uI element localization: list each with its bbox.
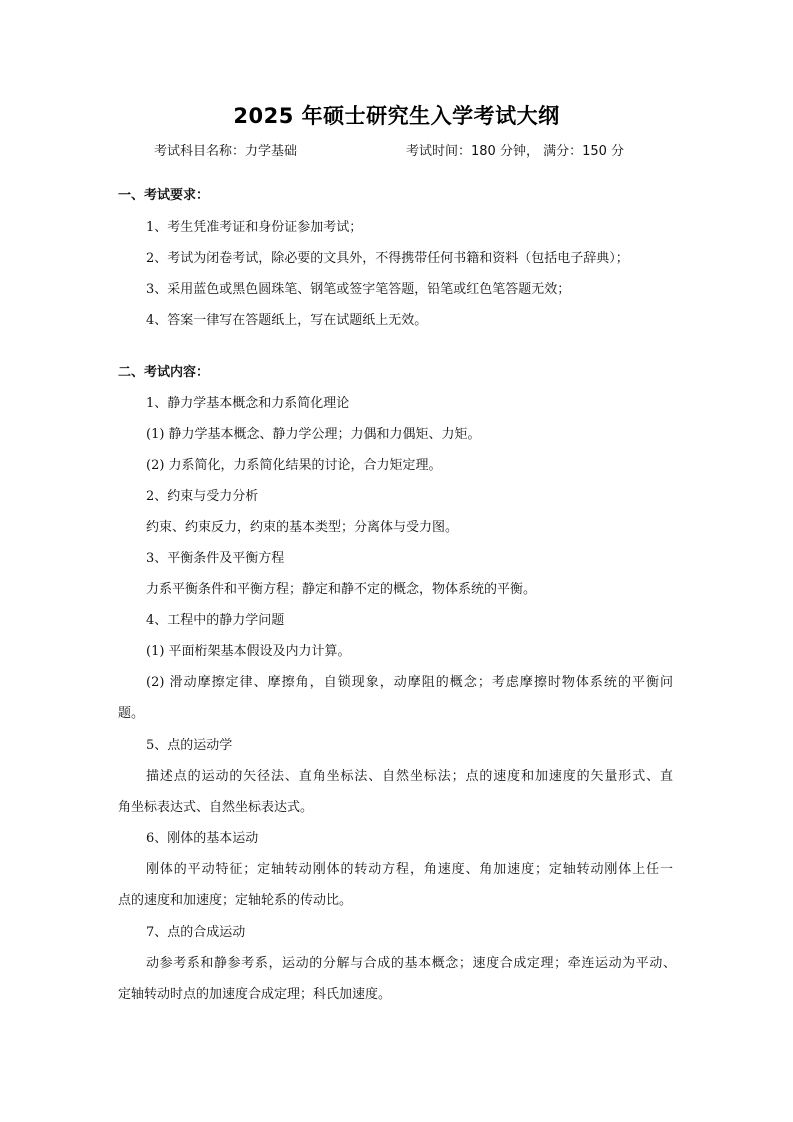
requirement-item: 2、考试为闭卷考试，除必要的文具外，不得携带任何书籍和资料（包括电子辞典）； — [146, 251, 629, 266]
content-line-continuation: 题。 — [118, 706, 145, 721]
content-line: 力系平衡条件和平衡方程；静定和静不定的概念，物体系统的平衡。 — [146, 582, 537, 597]
requirement-item: 1、考生凭准考证和身份证参加考试； — [146, 220, 363, 235]
content-subheading: 4、工程中的静力学问题 — [146, 613, 285, 628]
content-line: (1) 平面桁架基本假设及内力计算。 — [146, 644, 351, 659]
content-line: (2) 滑动摩擦定律、摩擦角，自锁现象，动摩阻的概念；考虑摩擦时物体系统的平衡问 — [146, 675, 673, 690]
section-heading-content: 二、考试内容： — [118, 365, 210, 380]
content-line: 刚体的平动特征；定轴转动刚体的转动方程，角速度、角加速度；定轴转动刚体上任一 — [146, 862, 673, 877]
content-subheading: 3、平衡条件及平衡方程 — [146, 551, 285, 566]
exam-subject: 考试科目名称：力学基础 — [154, 144, 298, 159]
content-subheading: 1、静力学基本概念和力系简化理论 — [146, 396, 350, 411]
requirement-item: 3、采用蓝色或黑色圆珠笔、钢笔或签字笔答题，铅笔或红色笔答题无效； — [146, 282, 571, 297]
content-line: (2) 力系简化，力系简化结果的讨论，合力矩定理。 — [146, 458, 442, 473]
content-subheading: 5、点的运动学 — [146, 738, 233, 753]
content-line: 描述点的运动的矢径法、直角坐标法、自然坐标法；点的速度和加速度的矢量形式、直 — [146, 769, 673, 784]
requirement-item: 4、答案一律写在答题纸上，写在试题纸上无效。 — [146, 313, 428, 328]
exam-time-score: 考试时间：180 分钟， 满分：150 分 — [406, 144, 625, 159]
content-subheading: 2、约束与受力分析 — [146, 489, 259, 504]
content-line: 约束、约束反力，约束的基本类型；分离体与受力图。 — [146, 520, 459, 535]
content-subheading: 7、点的合成运动 — [146, 925, 246, 940]
content-line: 动参考系和静参考系，运动的分解与合成的基本概念；速度合成定理；牵连运动为平动、 — [146, 956, 676, 971]
content-line-continuation: 定轴转动时点的加速度合成定理；科氏加速度。 — [118, 987, 392, 1002]
content-subheading: 6、刚体的基本运动 — [146, 831, 259, 846]
content-line-continuation: 点的速度和加速度；定轴轮系的传动比。 — [118, 893, 353, 908]
document-title: 2025 年硕士研究生入学考试大纲 — [233, 104, 560, 128]
content-line-continuation: 角坐标表达式、自然坐标表达式。 — [118, 800, 314, 815]
content-line: (1) 静力学基本概念、静力学公理；力偶和力偶矩、力矩。 — [146, 427, 481, 442]
section-heading-requirements: 一、考试要求： — [118, 188, 210, 203]
